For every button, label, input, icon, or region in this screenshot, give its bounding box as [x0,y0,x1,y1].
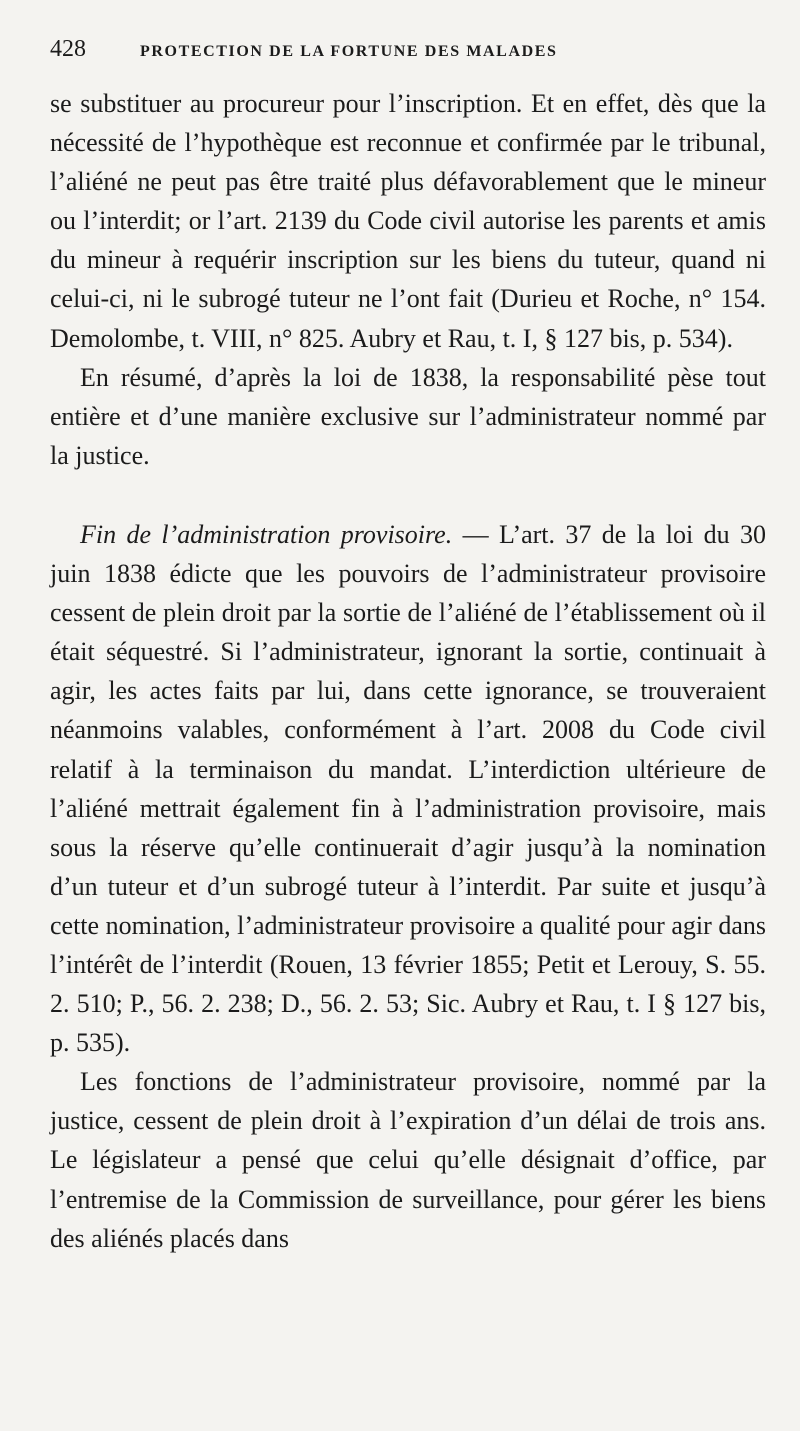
section-text: — L’art. 37 de la loi du 30 juin 1838 édicte que les pouvoirs de l’administrateur provisoire cessent de plein droit par la sortie de l’aliéné de l’établissement où il était séquestré. Si l’administrateur, ignorant la sortie, continuait à agir, les actes faits par lui, dans cette ignorance, se trouveraient néanmoins valables, conformément à l’art. 2008 du Code civil relatif à la terminaison du mandat. L’interdiction ultérieure de l’aliéné mettrait également fin à l’administration provisoire, mais sous la réserve qu’elle continuerait d’agir jusqu’à la nomination d’un tuteur et d’un subrogé tuteur à l’interdit. Par suite et jusqu’à cette nomination, l’administrateur provisoire a qualité pour agir dans l’intérêt de l’interdit (Rouen, 13 février 1855; Petit et Lerouy, S. 55. 2. 510; P., 56. 2. 238; D., 56. 2. 53; Sic. Aubry et Rau, t. I § 127 bis, p. 535). [50,519,766,1058]
body-text [50,84,766,1258]
running-title: PROTECTION DE LA FORTUNE DES MALADES [140,43,558,60]
page-number: 428 [50,36,86,62]
section-title: Fin de l’administration provisoire. [80,519,453,549]
paragraph-2: En résumé, d’après la loi de 1838, la responsabilité pèse tout entière et d’une manière exclusive sur l’administrateur nommé par la justice. [50,362,766,470]
section-paragraph [50,515,766,1062]
paragraph-1: se substituer au procureur pour l’inscription. Et en effet, dès que la nécessité de l’hypothèque est reconnue et confirmée par le tribunal, l’aliéné ne peut pas être traité plus défavorablement que le mineur ou l’interdit; or l’art. 2139 du Code civil autorise les parents et amis du mineur à requérir inscription sur les biens du tuteur, quand ni celui-ci, ni le subrogé tuteur ne l’ont fait (Durieu et Roche, n° 154. Demolombe, t. VIII, n° 825. Aubry et Rau, t. I, § 127 bis, p. 534). [50,89,766,353]
paragraph-last: Les fonctions de l’administrateur provisoire, nommé par la justice, cessent de plein droit à l’expiration d’un délai de trois ans. Le législateur a pensé que celui qu’elle désignait d’office, par l’entremise de la Commission de surveillance, pour gérer les biens des aliénés placés dans [50,1067,766,1253]
page-header [50,36,766,84]
